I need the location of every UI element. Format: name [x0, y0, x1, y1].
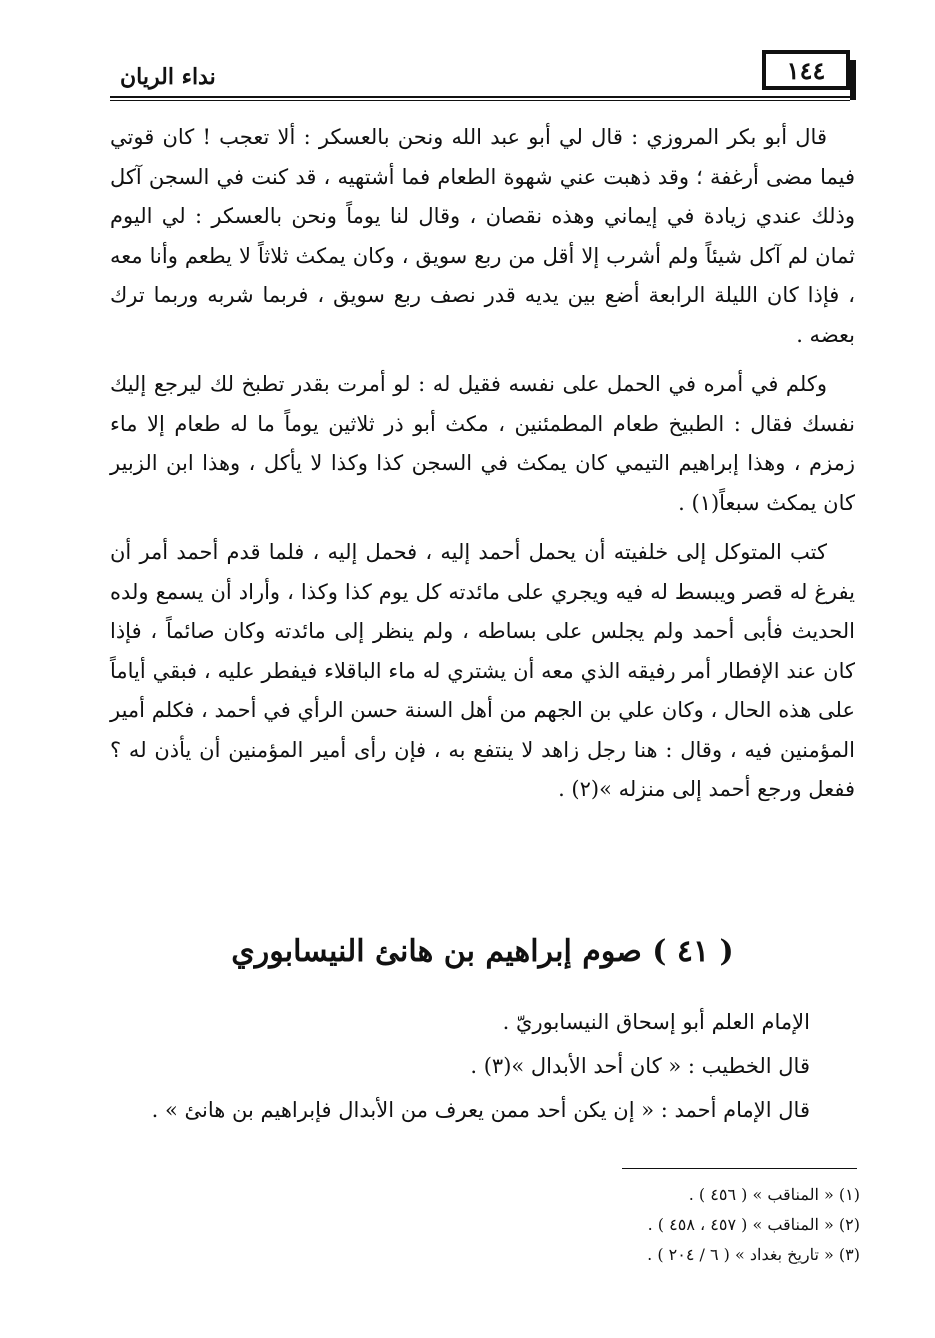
- footnote: (٣) « تاريخ بغداد » ( ٦ / ٢٠٤ ) .: [647, 1245, 860, 1264]
- running-title: نداء الريان: [120, 64, 216, 90]
- paragraph: قال أبو بكر المروزي : قال لي أبو عبد الله ونحن بالعسكر : ألا تعجب ! كان قوتي فيما مضى أرغفة ؛ وقد ذهبت عني شهوة الطعام فما أشتهيه ، قد كنت في السجن آكل وذلك عندي زيادة في إيماني وهذه نقصان ، وقال لنا يوماً ونحن بالعسكر : لي اليوم ثمان لم آكل شيئاً ولم أشرب إلا أقل من ربع سويق ، وكان يمكث ثلاثاً لا يطعم وأنا معه ، فإذا كان الليلة الرابعة أضع بين يديه قدر نصف ربع سويق ، فربما شربه وربما ترك بعضه .: [110, 125, 855, 347]
- header-rule-thin: [110, 100, 850, 101]
- page-number: ١٤٤: [762, 50, 850, 90]
- section-line: قال الخطيب : « كان أحد الأبدال »(٣) .: [470, 1054, 810, 1078]
- section-line: الإمام العلم أبو إسحاق النيسابوريّ .: [502, 1010, 810, 1034]
- section-line: قال الإمام أحمد : « إن يكن أحد ممن يعرف من الأبدال فإبراهيم بن هانئ » .: [151, 1098, 810, 1122]
- section-text: [110, 1000, 810, 1132]
- paragraph: كتب المتوكل إلى خلفيته أن يحمل أحمد إليه ، فحمل إليه ، فلما قدم أحمد أمر أن يفرغ له قصر ويبسط له فيه ويجري على مائدته كل يوم كذا وكذا ، وأراد أن يسمع ولده الحديث فأبى أحمد ولم يجلس على بساطه ، ولم ينظر إلى مائدته وكان صائماً ، فإذا كان عند الإفطار أمر رفيقه الذي معه أن يشتري له ماء الباقلاء فيفطر عليه ، فبقي أياماً على هذه الحال ، وكان علي بن الجهم من أهل السنة حسن الرأي في أحمد ، فكلم أمير المؤمنين فيه ، وقال : هنا رجل زاهد لا ينتفع به ، فإن رأى أمير المؤمنين أن يأذن له ؟ ففعل ورجع أحمد إلى منزله »(٢) .: [110, 540, 855, 801]
- footnote: (١) « المناقب » ( ٤٥٦ ) .: [688, 1185, 860, 1204]
- section-heading: ( ٤١ ) صوم إبراهيم بن هانئ النيسابوري: [231, 934, 734, 969]
- paragraph: وكلم في أمره في الحمل على نفسه فقيل له : لو أمرت بقدر تطبخ لك ليرجع إليك نفسك فقال : الطبيخ طعام المطمئنين ، مكث أبو ذر ثلاثين يوماً ما له طعام إلا ماء زمزم ، وهذا إبراهيم التيمي كان يمكث في السجن كذا وكذا لا يأكل ، وهذا ابن الزبير كان يمكث سبعاً(١) .: [110, 372, 855, 515]
- main-text: [110, 118, 855, 820]
- header-rule: [110, 96, 850, 98]
- footnote-rule: [622, 1168, 857, 1169]
- footnotes: [300, 1180, 860, 1270]
- footnote: (٢) « المناقب » ( ٤٥٧ ، ٤٥٨ ) .: [647, 1215, 860, 1234]
- page-header: [110, 50, 850, 100]
